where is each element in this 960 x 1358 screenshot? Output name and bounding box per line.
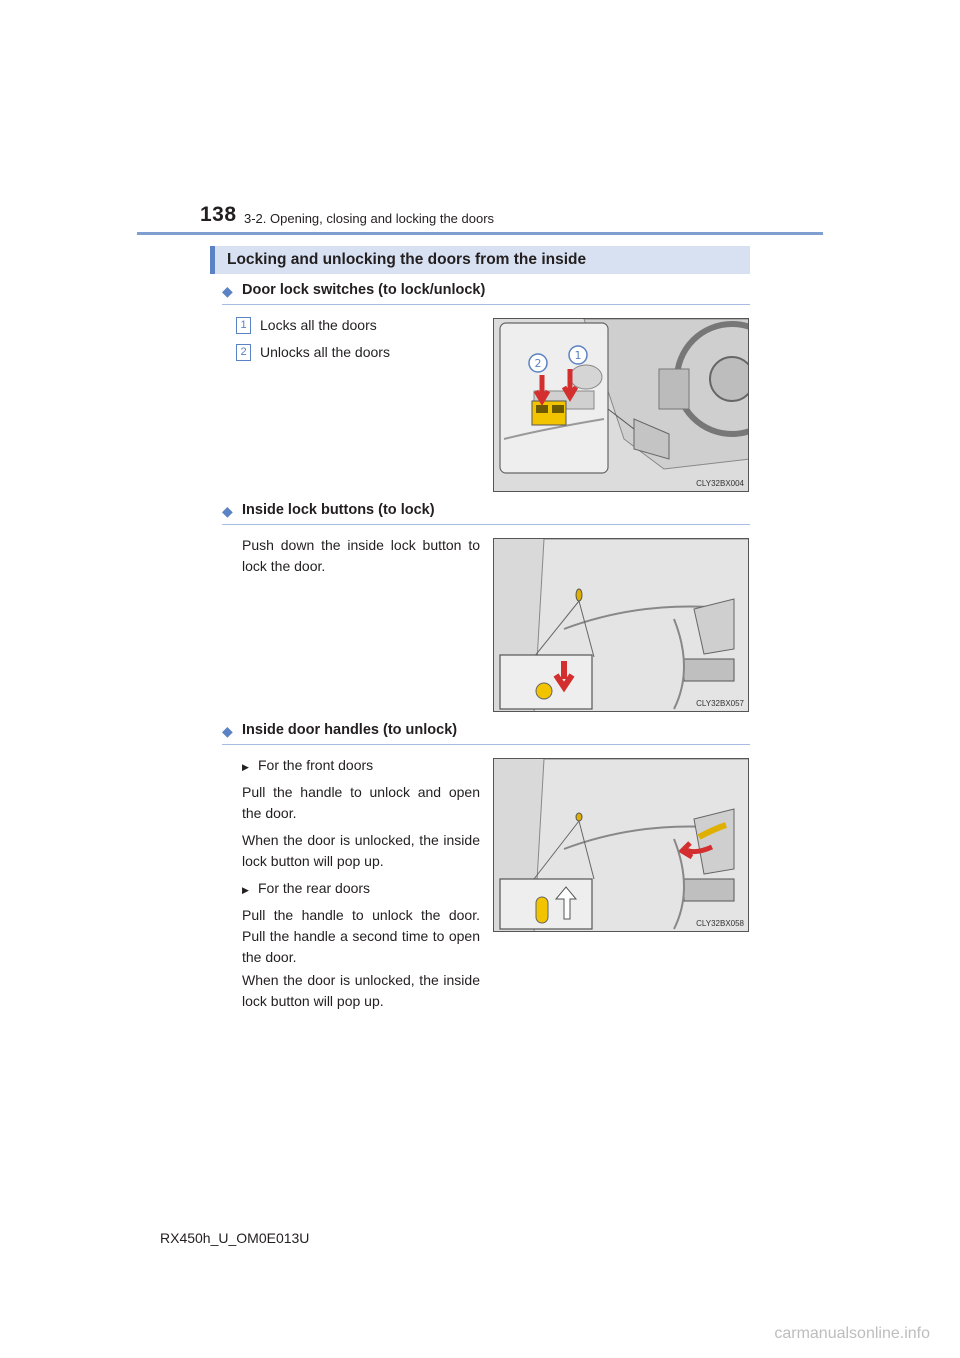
callout-label: Unlocks all the doors <box>260 344 390 360</box>
lock-button-instruction: Push down the inside lock button to lock the door. <box>242 537 480 574</box>
svg-text:2: 2 <box>534 357 542 370</box>
rear-doors-note: When the door is unlocked, the inside lock button will pop up. <box>242 972 480 1009</box>
front-doors-item <box>242 757 373 773</box>
document-code: RX450h_U_OM0E013U <box>160 1230 310 1246</box>
figure-code: CLY32BX004 <box>696 479 744 488</box>
subsection-heading-door-lock-switches <box>222 282 750 305</box>
inside-door-handle-illustration <box>494 759 749 932</box>
rear-doors-item <box>242 880 370 896</box>
callout-number: 2 <box>236 344 251 361</box>
subsection-title: Door lock switches (to lock/unlock) <box>242 282 486 298</box>
rear-doors-label: For the rear doors <box>258 880 371 896</box>
section-title: Locking and unlocking the doors from the inside <box>227 251 587 268</box>
rear-doors-instruction: Pull the handle to unlock the door. Pull the handle a second time to open the door. <box>242 907 480 965</box>
front-doors-label: For the front doors <box>258 757 374 773</box>
triangle-bullet-icon: ▶ <box>242 885 249 895</box>
front-doors-instruction: Pull the handle to unlock and open the door. <box>242 784 480 821</box>
inside-lock-button-illustration <box>494 539 749 712</box>
figure-door-lock-switches <box>493 318 749 492</box>
svg-text:1: 1 <box>574 349 582 362</box>
door-lock-switch-illustration <box>494 319 749 492</box>
figure-inside-lock-button <box>493 538 749 712</box>
section-heading-box <box>210 246 750 274</box>
figure-inside-door-handle <box>493 758 749 932</box>
figure-code: CLY32BX057 <box>696 699 744 708</box>
chapter-title: 3-2. Opening, closing and locking the doors <box>244 211 495 226</box>
subsection-title: Inside lock buttons (to lock) <box>242 502 435 518</box>
subsection-title: Inside door handles (to unlock) <box>242 722 458 738</box>
footer-watermark: carmanualsonline.info <box>774 1325 930 1342</box>
front-doors-note: When the door is unlocked, the inside lock button will pop up. <box>242 832 480 869</box>
header-rule <box>137 232 823 235</box>
page-number: 138 <box>200 203 237 226</box>
figure-code: CLY32BX058 <box>696 919 744 928</box>
diamond-bullet-icon: ◆ <box>222 283 233 299</box>
triangle-bullet-icon: ▶ <box>242 762 249 772</box>
subsection-heading-inside-door-handles <box>222 722 750 745</box>
subsection-heading-inside-lock-buttons <box>222 502 750 525</box>
callout-label: Locks all the doors <box>260 317 377 333</box>
diamond-bullet-icon: ◆ <box>222 723 233 739</box>
diamond-bullet-icon: ◆ <box>222 503 233 519</box>
callout-number: 1 <box>236 317 251 334</box>
